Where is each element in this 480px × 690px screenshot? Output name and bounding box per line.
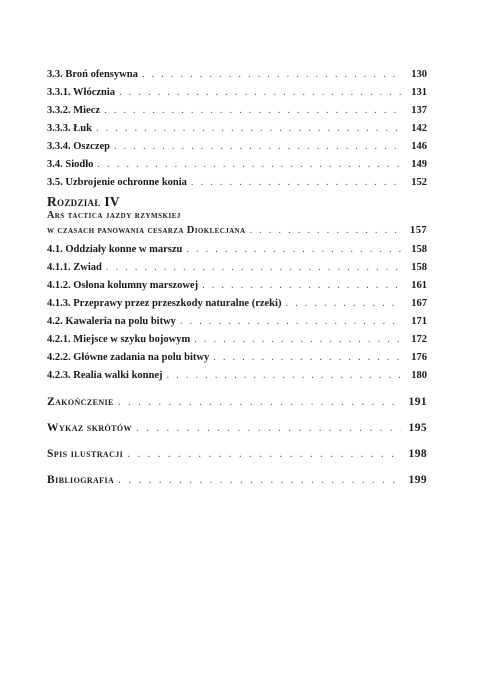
leader-dots [167, 369, 401, 383]
leader-dots [194, 333, 401, 347]
leader-dots [213, 351, 401, 365]
toc-entry-page: 199 [408, 474, 427, 486]
toc-entry-page: 167 [411, 298, 427, 309]
leader-dots [186, 243, 401, 257]
toc-entry [47, 333, 427, 347]
toc-entry [47, 86, 427, 100]
toc-entry [47, 104, 427, 118]
toc-entry [47, 421, 427, 435]
toc-entry-page: 171 [411, 316, 427, 327]
toc-entry-label: 4.1.3. Przeprawy przez przeszkody naturalne (rzeki) [47, 298, 282, 309]
toc-entry [47, 122, 427, 136]
toc-entry-label: 4.2. Kawaleria na polu bitwy [47, 316, 176, 327]
toc-entry-label: Bibliografia [47, 474, 115, 486]
toc-entry-page: 158 [411, 244, 427, 255]
toc-entry-page: 130 [411, 69, 427, 80]
toc-entry [47, 395, 427, 409]
leader-dots [127, 447, 401, 461]
toc-entry [47, 261, 427, 275]
leader-dots [191, 176, 401, 190]
toc-entry [47, 297, 427, 311]
toc-entry [47, 140, 427, 154]
toc-entry [47, 68, 427, 82]
toc-entry-label: 3.3.4. Oszczep [47, 141, 110, 152]
toc-entry-page: 131 [411, 87, 427, 98]
toc-entry-page: 158 [411, 262, 427, 273]
leader-dots [96, 122, 401, 136]
toc-entry-page: 172 [411, 334, 427, 345]
leader-dots [136, 421, 401, 435]
toc-entry [47, 279, 427, 293]
chapter-subtitle-line1: Ars tactica jazdy rzymskiej [47, 210, 181, 221]
toc-entry-page: 161 [411, 280, 427, 291]
toc-entry-page: 195 [408, 422, 427, 434]
toc-entry-label: 3.3. Broń ofensywna [47, 69, 138, 80]
toc-entry-page: 191 [408, 396, 427, 408]
leader-dots [285, 297, 401, 311]
toc-entry-label: 3.3.3. Łuk [47, 123, 92, 134]
leader-dots [118, 473, 401, 487]
toc-entry-page: 198 [408, 448, 427, 460]
leader-dots [106, 261, 401, 275]
toc-entry-label: 4.2.3. Realia walki konnej [47, 370, 163, 381]
toc-entry [47, 447, 427, 461]
toc-entry-label: 3.3.1. Włócznia [47, 87, 116, 98]
chapter-entry [47, 224, 427, 238]
toc-entry-label: 3.3.2. Miecz [47, 105, 101, 116]
toc-entry-label: Spis ilustracji [47, 448, 124, 460]
toc-entry [47, 176, 427, 190]
toc-entry-page: 146 [411, 141, 427, 152]
toc-entry [47, 243, 427, 257]
toc-entry-label: 3.4. Siodło [47, 159, 94, 170]
toc-entry-page: 137 [411, 105, 427, 116]
toc-entry-label: 4.2.2. Główne zadania na polu bitwy [47, 352, 210, 363]
chapter-title: Rozdział IV [47, 194, 120, 209]
toc-entry-page: 149 [411, 159, 427, 170]
leader-dots [118, 395, 401, 409]
leader-dots [119, 86, 401, 100]
leader-dots [202, 279, 401, 293]
chapter-subtitle-line2: w czasach panowania cesarza Dioklecjana [47, 225, 246, 236]
toc-entry-label: 3.5. Uzbrojenie ochronne konia [47, 177, 187, 188]
leader-dots [97, 158, 401, 172]
toc-entry-label: 4.2.1. Miejsce w szyku bojowym [47, 334, 191, 345]
leader-dots [104, 104, 401, 118]
toc-entry-label: Wykaz skrótów [47, 422, 132, 434]
toc-entry-page: 152 [411, 177, 427, 188]
toc-entry-label: Zakończenie [47, 396, 114, 408]
toc-entry-page: 180 [411, 370, 427, 381]
toc-entry [47, 473, 427, 487]
toc-entry-label: 4.1. Oddziały konne w marszu [47, 244, 183, 255]
toc-entry-label: 4.1.1. Zwiad [47, 262, 102, 273]
leader-dots [249, 224, 401, 238]
chapter-page: 157 [410, 225, 427, 236]
toc-entry [47, 369, 427, 383]
toc-entry [47, 351, 427, 365]
toc-entry-page: 142 [411, 123, 427, 134]
toc-entry [47, 315, 427, 329]
leader-dots [142, 68, 401, 82]
toc-entry [47, 158, 427, 172]
leader-dots [180, 315, 401, 329]
toc-entry-page: 176 [411, 352, 427, 363]
leader-dots [114, 140, 401, 154]
toc-entry-label: 4.1.2. Osłona kolumny marszowej [47, 280, 199, 291]
